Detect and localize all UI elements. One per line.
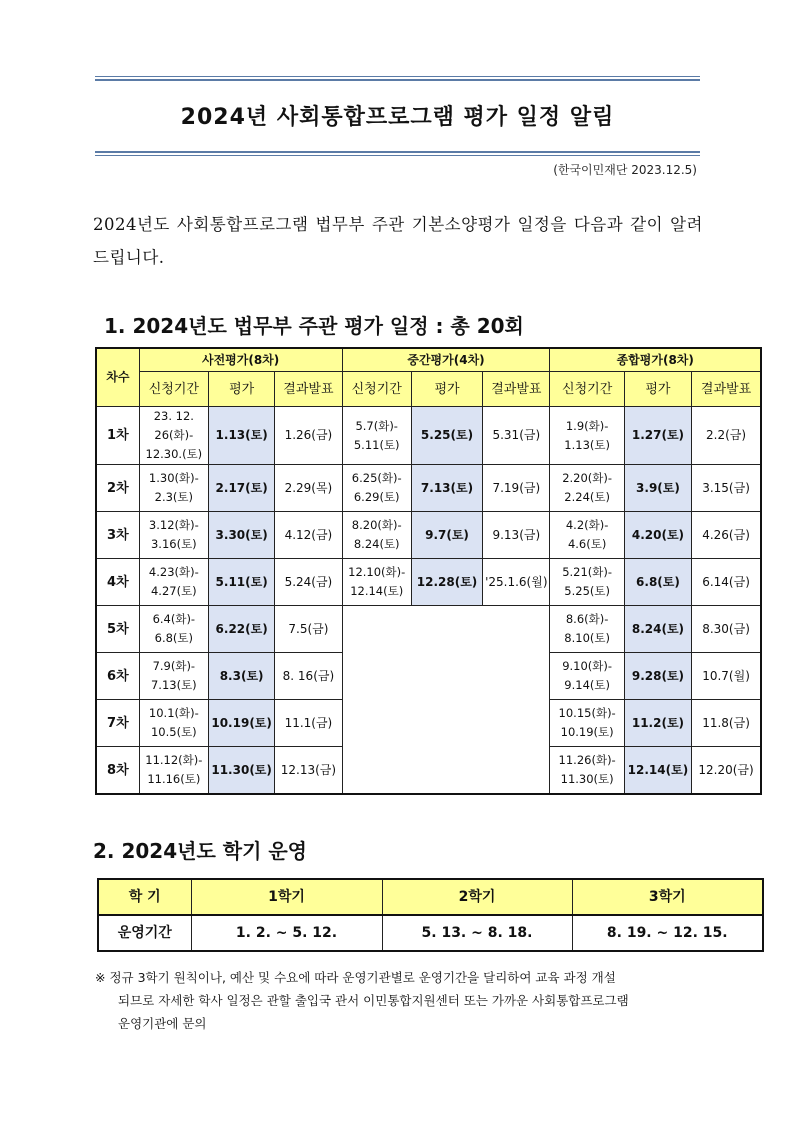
footnote-line: ※ 정규 3학기 원칙이나, 예산 및 수요에 따라 운영기관별로 운영기간을 달리하여 교육 과정 개설 (95, 970, 616, 985)
pre-eval-cell: 8.3(토) (208, 653, 274, 700)
pre-eval-cell: 3.30(토) (208, 512, 274, 559)
fin-apply-cell: 2.20(화)- 2.24(토) (550, 465, 624, 512)
mid-eval-cell: 12.28(토) (411, 559, 482, 606)
table-row (96, 606, 761, 653)
semester-period-3: 8. 19. ~ 12. 15. (572, 915, 763, 951)
evaluation-schedule-table (95, 347, 762, 795)
table-row (96, 559, 761, 606)
semester-period-1: 1. 2. ~ 5. 12. (191, 915, 382, 951)
semester-header-2: 2학기 (382, 879, 572, 915)
page-title: 2024년 사회통합프로그램 평가 일정 알림 (180, 105, 615, 130)
mid-apply-cell: 8.20(화)- 8.24(토) (342, 512, 411, 559)
semester-period-2: 5. 13. ~ 8. 18. (382, 915, 572, 951)
pre-apply-cell: 7.9(화)- 7.13(토) (139, 653, 208, 700)
round-cell: 1차 (96, 407, 139, 465)
pre-eval-cell: 6.22(토) (208, 606, 274, 653)
fin-apply-cell: 1.9(화)- 1.13(토) (550, 407, 624, 465)
round-cell: 4차 (96, 559, 139, 606)
subheader: 결과발표 (275, 372, 342, 407)
fin-eval-cell: 11.2(토) (624, 700, 691, 747)
fin-result-cell: 6.14(금) (692, 559, 761, 606)
fin-result-cell: 11.8(금) (692, 700, 761, 747)
section1-heading: 1. 2024년도 법무부 주관 평가 일정 : 총 20회 (104, 314, 524, 338)
fin-eval-cell: 12.14(토) (624, 747, 691, 795)
mid-apply-cell: 12.10(화)- 12.14(토) (342, 559, 411, 606)
pre-eval-cell: 2.17(토) (208, 465, 274, 512)
pre-apply-cell: 3.12(화)- 3.16(토) (139, 512, 208, 559)
round-cell: 3차 (96, 512, 139, 559)
pre-apply-cell: 23. 12. 26(화)- 12.30.(토) (139, 407, 208, 465)
subheader: 결과발표 (483, 372, 550, 407)
semester-table (97, 878, 764, 952)
fin-result-cell: 8.30(금) (692, 606, 761, 653)
fin-eval-cell: 4.20(토) (624, 512, 691, 559)
bottom-rule (95, 155, 700, 156)
fin-apply-cell: 11.26(화)- 11.30(토) (550, 747, 624, 795)
mid-result-cell: 7.19(금) (483, 465, 550, 512)
semester-header-label: 학 기 (98, 879, 191, 915)
fin-eval-cell: 1.27(토) (624, 407, 691, 465)
semester-header-1: 1학기 (191, 879, 382, 915)
pre-result-cell: 4.12(금) (275, 512, 342, 559)
fin-apply-cell: 4.2(화)- 4.6(토) (550, 512, 624, 559)
fin-eval-cell: 9.28(토) (624, 653, 691, 700)
fin-result-cell: 12.20(금) (692, 747, 761, 795)
subheader: 평가 (411, 372, 482, 407)
mid-apply-cell: 6.25(화)- 6.29(토) (342, 465, 411, 512)
group-header: 중간평가(4차) (342, 348, 550, 372)
fin-apply-cell: 5.21(화)- 5.25(토) (550, 559, 624, 606)
subheader: 신청기간 (342, 372, 411, 407)
round-cell: 7차 (96, 700, 139, 747)
pre-result-cell: 11.1(금) (275, 700, 342, 747)
semester-row-label: 운영기간 (98, 915, 191, 951)
pre-eval-cell: 10.19(토) (208, 700, 274, 747)
bottom-rule-thick (95, 151, 700, 153)
subheader: 신청기간 (550, 372, 624, 407)
pre-result-cell: 8. 16(금) (275, 653, 342, 700)
subheader: 평가 (624, 372, 691, 407)
fin-result-cell: 10.7(월) (692, 653, 761, 700)
fin-eval-cell: 8.24(토) (624, 606, 691, 653)
top-rule-thick (95, 79, 700, 81)
pre-eval-cell: 5.11(토) (208, 559, 274, 606)
fin-eval-cell: 3.9(토) (624, 465, 691, 512)
pre-eval-cell: 1.13(토) (208, 407, 274, 465)
pre-eval-cell: 11.30(토) (208, 747, 274, 795)
fin-result-cell: 4.26(금) (692, 512, 761, 559)
footnote-line: 운영기관에 문의 (118, 1016, 207, 1031)
mid-apply-cell: 5.7(화)- 5.11(토) (342, 407, 411, 465)
subheader: 평가 (208, 372, 274, 407)
table-row (96, 407, 761, 465)
mid-eval-cell: 5.25(토) (411, 407, 482, 465)
subheader: 신청기간 (139, 372, 208, 407)
round-header: 차수 (96, 348, 139, 407)
pre-result-cell: 12.13(금) (275, 747, 342, 795)
issuer-date: (한국이민재단 2023.12.5) (553, 163, 697, 177)
pre-apply-cell: 6.4(화)- 6.8(토) (139, 606, 208, 653)
fin-result-cell: 3.15(금) (692, 465, 761, 512)
pre-apply-cell: 11.12(화)- 11.16(토) (139, 747, 208, 795)
fin-apply-cell: 8.6(화)- 8.10(토) (550, 606, 624, 653)
round-cell: 8차 (96, 747, 139, 795)
mid-eval-cell: 7.13(토) (411, 465, 482, 512)
fin-apply-cell: 9.10(화)- 9.14(토) (550, 653, 624, 700)
pre-apply-cell: 4.23(화)- 4.27(토) (139, 559, 208, 606)
fin-apply-cell: 10.15(화)- 10.19(토) (550, 700, 624, 747)
section2-heading: 2. 2024년도 학기 운영 (93, 839, 307, 863)
table-subheader-row (96, 372, 761, 407)
round-cell: 5차 (96, 606, 139, 653)
mid-result-cell: 9.13(금) (483, 512, 550, 559)
mid-result-cell: 5.31(금) (483, 407, 550, 465)
fin-eval-cell: 6.8(토) (624, 559, 691, 606)
intro-paragraph: 2024년도 사회통합프로그램 법무부 주관 기본소양평가 일정을 다음과 같이 알려드립니다. (93, 215, 703, 267)
table-header-row (96, 348, 761, 372)
pre-result-cell: 5.24(금) (275, 559, 342, 606)
semester-header-3: 3학기 (572, 879, 763, 915)
footnote-line: 되므로 자세한 학사 일정은 관할 출입국 관서 이민통합지원센터 또는 가까운 사회통합프로그램 (118, 993, 629, 1008)
pre-apply-cell: 10.1(화)- 10.5(토) (139, 700, 208, 747)
footnote (95, 966, 715, 1035)
table-row (96, 465, 761, 512)
round-cell: 6차 (96, 653, 139, 700)
empty-mid-cell (342, 606, 550, 795)
pre-result-cell: 1.26(금) (275, 407, 342, 465)
subheader: 결과발표 (692, 372, 761, 407)
fin-result-cell: 2.2(금) (692, 407, 761, 465)
group-header: 사전평가(8차) (139, 348, 342, 372)
mid-eval-cell: 9.7(토) (411, 512, 482, 559)
top-rule (95, 76, 700, 77)
group-header: 종합평가(8차) (550, 348, 761, 372)
pre-result-cell: 2.29(목) (275, 465, 342, 512)
table-row (96, 512, 761, 559)
round-cell: 2차 (96, 465, 139, 512)
pre-result-cell: 7.5(금) (275, 606, 342, 653)
mid-result-cell: '25.1.6(월) (483, 559, 550, 606)
pre-apply-cell: 1.30(화)- 2.3(토) (139, 465, 208, 512)
